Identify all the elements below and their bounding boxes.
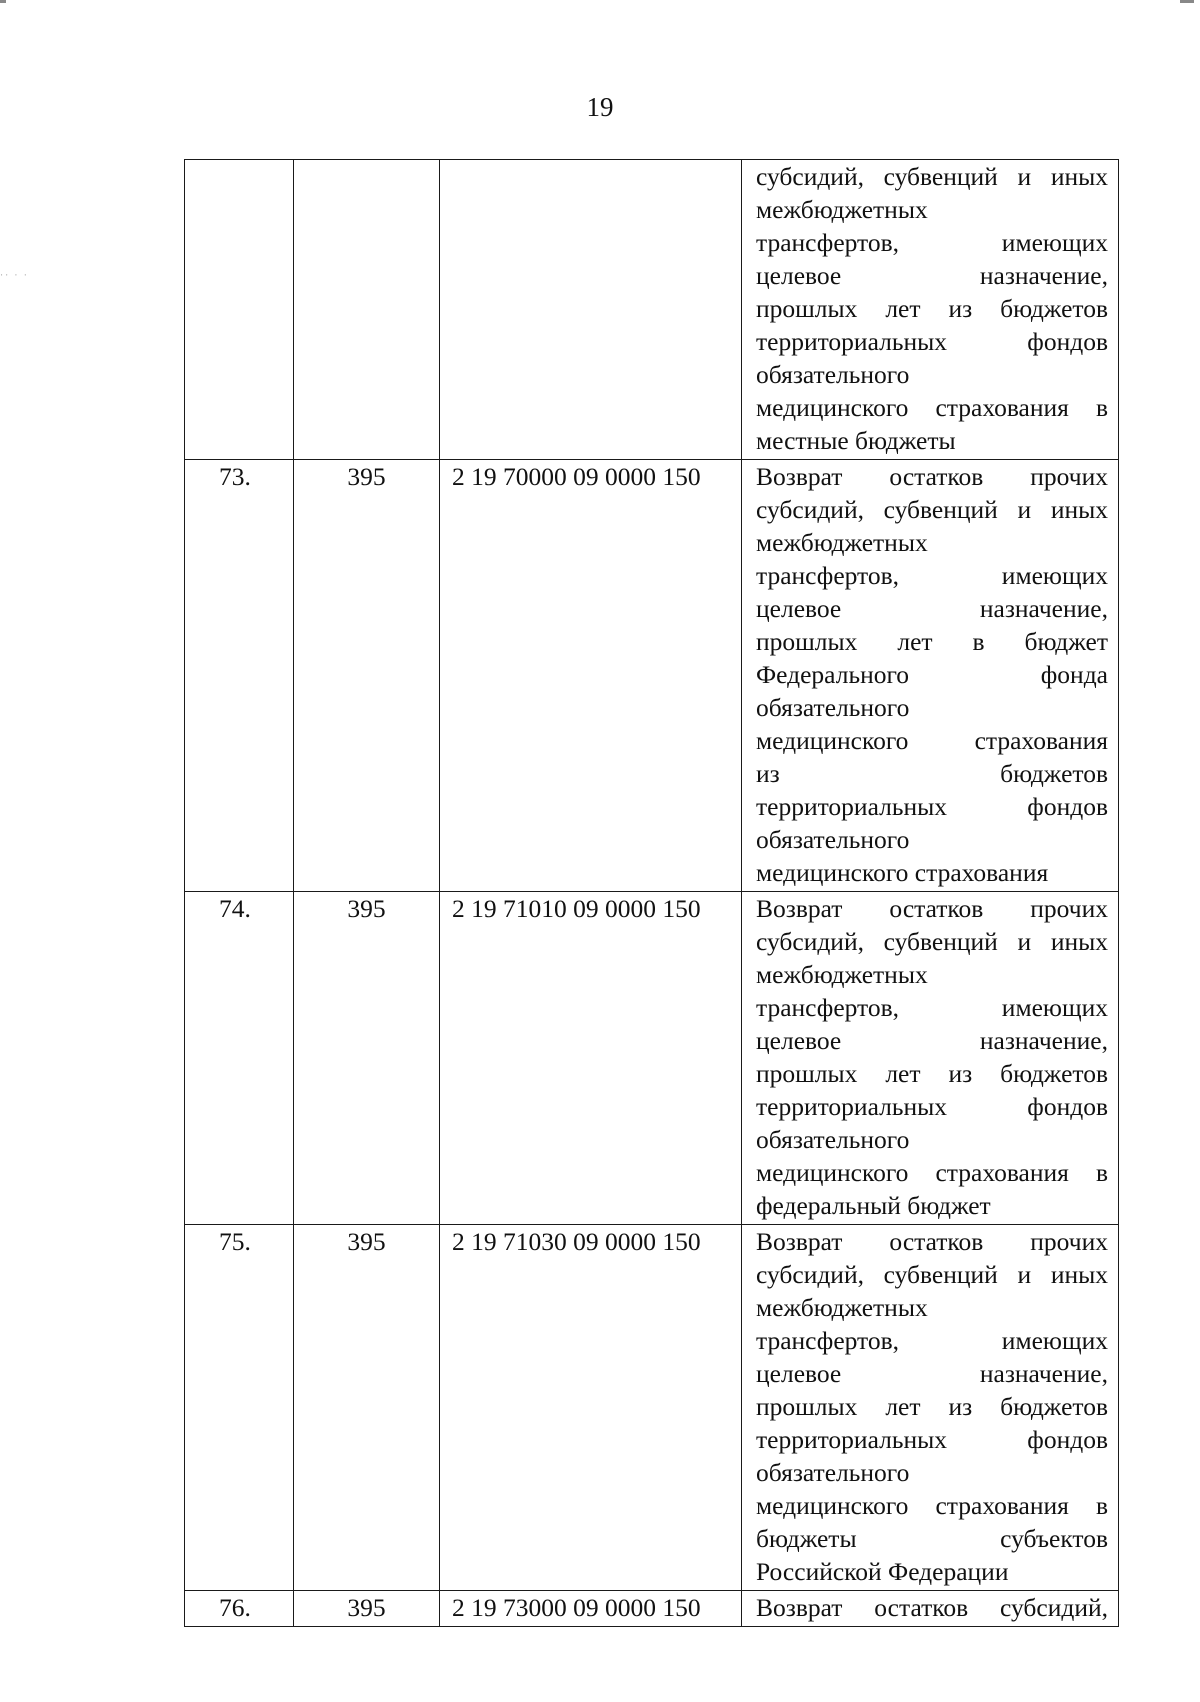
scan-corner-mark-right <box>1180 0 1194 3</box>
admin-code-cell: 395 <box>294 460 440 892</box>
description-line: Российской Федерации <box>756 1557 1009 1586</box>
description-line: целевое назначение, <box>756 261 1108 290</box>
row-number-cell: 75. <box>185 1225 294 1591</box>
budget-classification-code-cell: 2 19 73000 09 0000 150 <box>440 1591 742 1627</box>
description-line: медицинского страхования <box>756 858 1049 887</box>
description-line: медицинского страхования <box>756 726 1108 755</box>
budget-codes-table <box>184 159 1119 1627</box>
description-cell <box>742 1225 1119 1591</box>
budget-classification-code-cell: 2 19 70000 09 0000 150 <box>440 460 742 892</box>
description-line: целевое назначение, <box>756 1026 1108 1055</box>
description-line: обязательного <box>756 1458 910 1487</box>
description-cell <box>742 892 1119 1225</box>
description-line: субсидий, субвенций и иных <box>756 1260 1108 1289</box>
description-line: территориальных фондов <box>756 327 1108 356</box>
table-row <box>185 460 1119 892</box>
description-line: обязательного <box>756 693 910 722</box>
description-line: прошлых лет в бюджет <box>756 627 1108 656</box>
budget-classification-code-cell: 2 19 71010 09 0000 150 <box>440 892 742 1225</box>
description-line: Возврат остатков субсидий, <box>756 1593 1108 1622</box>
description-line: бюджеты субъектов <box>756 1524 1108 1553</box>
page-number: 19 <box>586 92 614 122</box>
table-row <box>185 1591 1119 1627</box>
budget-classification-code-cell: 2 19 71030 09 0000 150 <box>440 1225 742 1591</box>
description-line: трансфертов, имеющих <box>756 561 1108 590</box>
description-line: трансфертов, имеющих <box>756 993 1108 1022</box>
row-number-cell: 73. <box>185 460 294 892</box>
description-line: межбюджетных <box>756 960 928 989</box>
description-line: субсидий, субвенций и иных <box>756 495 1108 524</box>
description-line: субсидий, субвенций и иных <box>756 162 1108 191</box>
description-line: обязательного <box>756 360 910 389</box>
description-line: межбюджетных <box>756 195 928 224</box>
admin-code-cell: 395 <box>294 1591 440 1627</box>
description-line: обязательного <box>756 1125 910 1154</box>
description-line: целевое назначение, <box>756 594 1108 623</box>
row-number-cell <box>185 160 294 460</box>
description-line: обязательного <box>756 825 910 854</box>
scan-artifact: ⋅⋅ ⋅ ⋅ <box>0 270 29 278</box>
description-line: субсидий, субвенций и иных <box>756 927 1108 956</box>
description-line: прошлых лет из бюджетов <box>756 1059 1108 1088</box>
table-row <box>185 1225 1119 1591</box>
table-row <box>185 892 1119 1225</box>
description-line: Возврат остатков прочих <box>756 462 1108 491</box>
description-line: территориальных фондов <box>756 1092 1108 1121</box>
admin-code-cell: 395 <box>294 892 440 1225</box>
description-line: Федерального фонда <box>756 660 1108 689</box>
description-line: межбюджетных <box>756 528 928 557</box>
description-cell <box>742 460 1119 892</box>
description-line: медицинского страхования в <box>756 1158 1108 1187</box>
description-line: Возврат остатков прочих <box>756 1227 1108 1256</box>
description-line: территориальных фондов <box>756 1425 1108 1454</box>
description-line: местные бюджеты <box>756 426 956 455</box>
table-row <box>185 160 1119 460</box>
description-line: медицинского страхования в <box>756 1491 1108 1520</box>
description-line: прошлых лет из бюджетов <box>756 294 1108 323</box>
description-line: трансфертов, имеющих <box>756 1326 1108 1355</box>
budget-classification-code-cell <box>440 160 742 460</box>
description-line: Возврат остатков прочих <box>756 894 1108 923</box>
description-line: территориальных фондов <box>756 792 1108 821</box>
table-body <box>185 160 1119 1627</box>
admin-code-cell <box>294 160 440 460</box>
scan-corner-mark-left <box>0 0 6 3</box>
description-line: прошлых лет из бюджетов <box>756 1392 1108 1421</box>
description-line: медицинского страхования в <box>756 393 1108 422</box>
description-line: целевое назначение, <box>756 1359 1108 1388</box>
row-number-cell: 76. <box>185 1591 294 1627</box>
admin-code-cell: 395 <box>294 1225 440 1591</box>
description-line: из бюджетов <box>756 759 1108 788</box>
description-line: межбюджетных <box>756 1293 928 1322</box>
description-line: трансфертов, имеющих <box>756 228 1108 257</box>
description-line: федеральный бюджет <box>756 1191 991 1220</box>
description-cell <box>742 160 1119 460</box>
row-number-cell: 74. <box>185 892 294 1225</box>
description-cell <box>742 1591 1119 1627</box>
